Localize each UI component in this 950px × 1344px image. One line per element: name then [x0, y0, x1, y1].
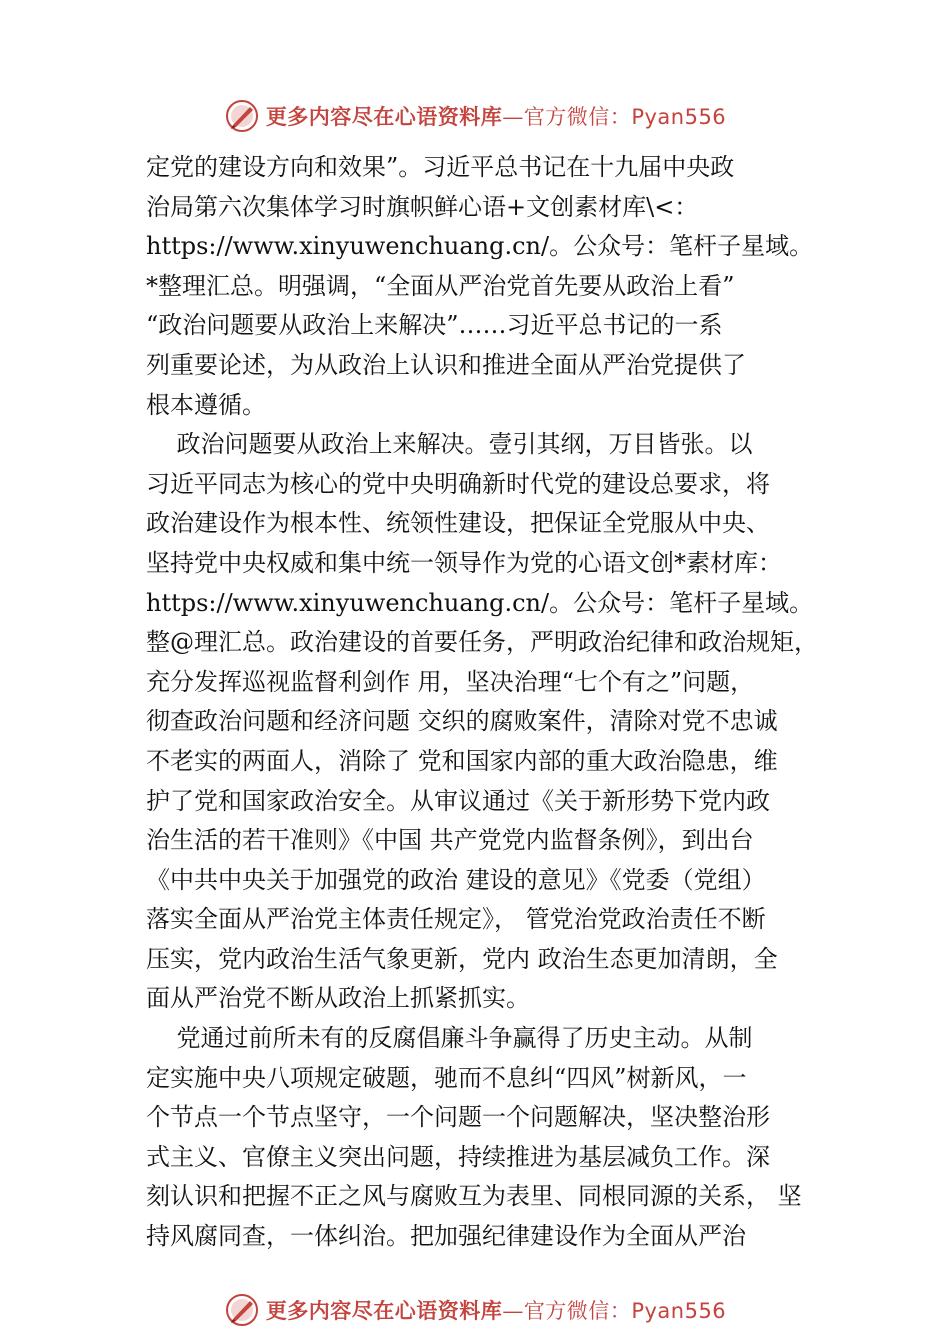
- document-body: [146, 148, 846, 1257]
- brand-text: 更多内容尽在心语资料库: [265, 104, 503, 129]
- wechat-id: Pyan556: [631, 105, 727, 129]
- wechat-id: Pyan556: [631, 1299, 727, 1323]
- brand-text: 更多内容尽在心语资料库: [265, 1298, 503, 1323]
- banner-text: [266, 101, 726, 131]
- paragraph-2: 政治问题要从政治上来解决。壹引其纲，万目皆张。以 习近平同志为核心的党中央明确新时代党的建设总要求，将 政治建设作为根本性、统领性建设，把保证全党服从中央、 坚持党中央权威和集中统一领导作为党的心语文创*素材库： https://www.xinyuwenchuang.cn/。公众号：笔杆子星域。 整@理汇总。政治建设的首要任务，严明政治纪律和政治规矩， 充分发挥巡视监督利剑作 用，坚决治理“七个有之”问题， 彻查政治问题和经济问题 交织的腐败案件，清除对党不忠诚 不老实的两面人，消除了 党和国家内部的重大政治隐患，维 护了党和国家政治安全。从审议通过《关于新形势下党内政 治生活的若干准则》《中国 共产党党内监督条例》，到出台 《中共中央关于加强党的政治 建设的意见》《党委（党组） 落实全面从严治党主体责任规定》， 管党治党政治责任不断 压实，党内政治生活气象更新，党内 政治生态更加清朗，全 面从严治党不断从政治上抓紧抓实。: [146, 430, 818, 1013]
- paragraph-1: 定党的建设方向和效果”。习近平总书记在十九届中央政 治局第六次集体学习时旗帜鲜心语+文创素材库\<： https://www.xinyuwenchuang.cn/。公众号：笔杆子星域。 *整理汇总。明强调，“全面从严治党首先要从政治上看” “政治问题要从政治上来解决”……习近平总书记的一系 列重要论述，为从政治上认识和推进全面从严治党提供了 根本遵循。: [146, 153, 814, 419]
- pen-seal-logo-icon: [224, 1292, 260, 1328]
- wechat-label: 官方微信：: [523, 1299, 632, 1323]
- banner-dash: —: [502, 105, 524, 129]
- banner-text: [266, 1295, 726, 1325]
- paragraph-3: 党通过前所未有的反腐倡廉斗争赢得了历史主动。从制 定实施中央八项规定破题，驰而不息纠“四风”树新风，一 个节点一个节点坚守，一个问题一个问题解决，坚决整治形 式主义、官僚主义突出问题，持续推进为基层减负工作。深 刻认识和把握不正之风与腐败互为表里、同根同源的关系， 坚 持风腐同查，一体纠治。把加强纪律建设作为全面从严治: [146, 1024, 802, 1251]
- footer-banner: [0, 1290, 950, 1330]
- wechat-label: 官方微信：: [523, 105, 632, 129]
- header-banner: [0, 96, 950, 136]
- pen-seal-logo-icon: [224, 98, 260, 134]
- banner-dash: —: [502, 1299, 524, 1323]
